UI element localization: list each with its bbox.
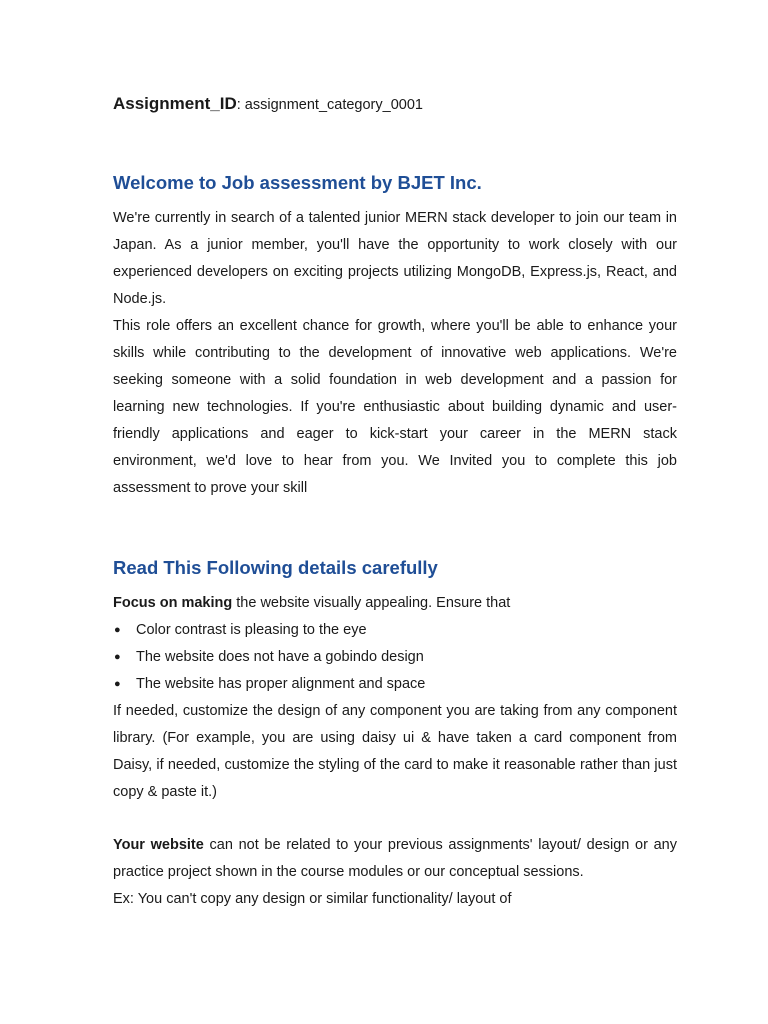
paragraph-spacer (113, 806, 677, 832)
list-item-text: Color contrast is pleasing to the eye (136, 622, 367, 638)
list-item-text: The website has proper alignment and space (136, 676, 426, 692)
assignment-id-line (113, 92, 423, 117)
assignment-id-label: Assignment_ID (113, 94, 237, 113)
intro-paragraph-2: This role offers an excellent chance for growth, where you'll be able to enhance your skills while contributing to the development of innovative web applications. We're seeking someone with a solid foundation in web development and a passion for learning new technologies. If you're enthusiastic about building dynamic and user-friendly applications and eager to kick-start your career in the MERN stack environment, we'd love to hear from you. We Invited you to complete this job assessment to prove your skill (113, 318, 677, 496)
requirements-list (113, 617, 677, 698)
focus-line (113, 590, 677, 617)
customize-paragraph: If needed, customize the design of any component you are taking from any component library. (For example, you are using daisy ui & have taken a card component from Daisy, if needed, customize the styling of the card to make it reasonable rather than just copy & paste it.) (113, 703, 677, 800)
bullet-icon: ● (114, 651, 121, 663)
assignment-id-separator: : (236, 97, 241, 113)
list-item (113, 671, 677, 698)
focus-rest-text: the website visually appealing. Ensure that (232, 595, 511, 611)
example-line: Ex: You can't copy any design or similar functionality/ layout of (113, 891, 512, 907)
list-item (113, 644, 677, 671)
list-item (113, 617, 677, 644)
intro-section (113, 205, 677, 502)
details-heading: Read This Following details carefully (113, 557, 438, 578)
bullet-icon: ● (114, 624, 121, 636)
details-section (113, 590, 677, 913)
website-rest-text: can not be related to your previous assignments' layout/ design or any practice project shown in the course modules or our conceptual sessions. (113, 837, 677, 880)
bullet-icon: ● (114, 678, 121, 690)
welcome-heading: Welcome to Job assessment by BJET Inc. (113, 172, 482, 193)
website-paragraph (113, 832, 677, 886)
website-bold-text: Your website (113, 837, 204, 853)
focus-bold-text: Focus on making (113, 595, 233, 611)
list-item-text: The website does not have a gobindo design (136, 649, 424, 665)
intro-paragraph-1: We're currently in search of a talented junior MERN stack developer to join our team in Japan. As a junior member, you'll have the opportunity to work closely with our experienced developers on exciting projects utilizing MongoDB, Express.js, React, and Node.js. (113, 210, 677, 307)
assignment-id-value: assignment_category_0001 (240, 97, 423, 113)
